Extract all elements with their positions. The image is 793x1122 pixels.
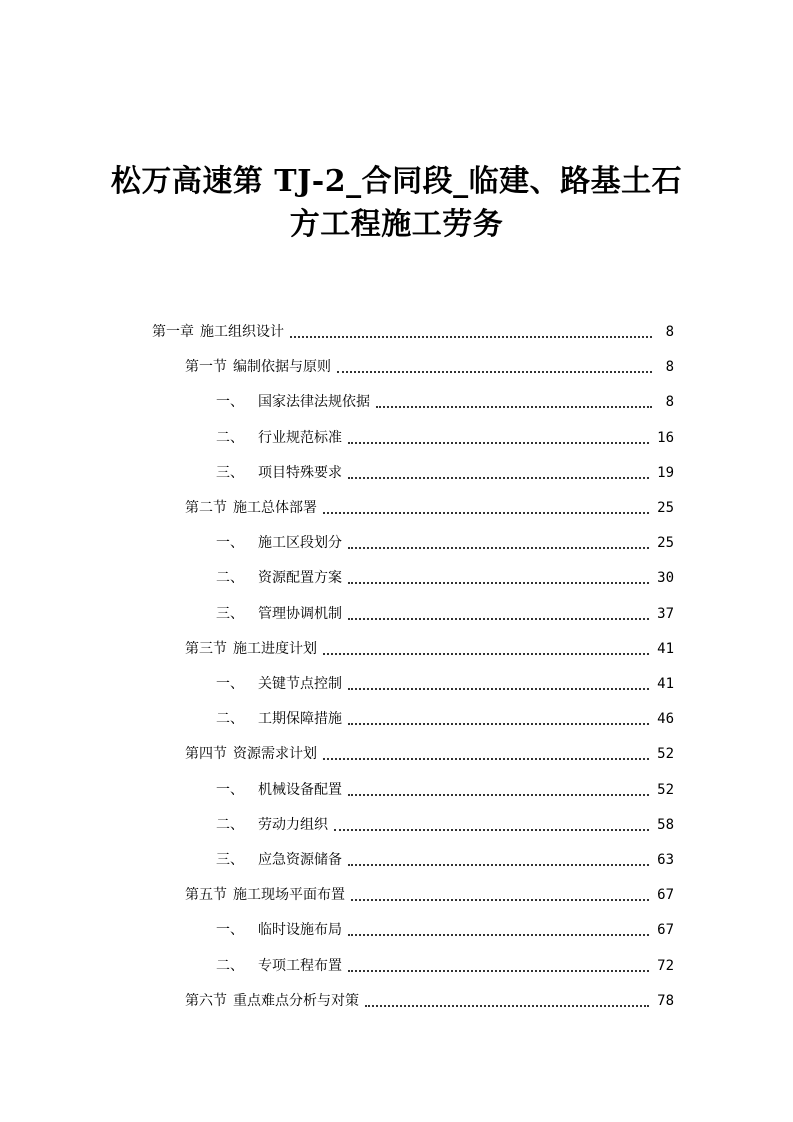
toc-entry[interactable] [185,734,674,764]
toc-entry-title: 施工总体部署 [233,500,317,516]
toc-entry-title: 施工进度计划 [233,640,317,657]
toc-entry-page-number: 52 [657,781,674,798]
toc-entry-number: 三、 [216,852,244,868]
toc-entry-number: 第一节 [185,359,227,376]
toc-dot-leader [290,336,652,338]
toc-entry-number: 第一章 [152,324,194,340]
toc-entry-page-number: 25 [657,500,674,516]
toc-entry-title: 施工区段划分 [258,535,342,552]
toc-entry-number: 第四节 [185,746,227,763]
toc-entry-title: 机械设备配置 [258,781,342,798]
toc-entry-title: 专项工程布置 [258,957,342,974]
toc-entry-number: 第五节 [185,887,227,904]
toc-entry[interactable] [185,629,674,659]
toc-entry-number: 二、 [216,957,244,974]
title-line-2: 方工程施工劳务 [289,207,504,242]
toc-entry-number: 第二节 [185,500,227,516]
toc-entry-title: 重点难点分析与对策 [233,992,359,1009]
toc-entry-title: 资源配置方案 [258,570,342,587]
toc-dot-leader [348,582,649,584]
toc-entry[interactable] [185,488,674,518]
toc-dot-leader [351,899,649,901]
toc-entry-title: 资源需求计划 [233,746,317,763]
toc-entry[interactable] [216,770,674,800]
toc-entry[interactable] [216,523,674,553]
toc-entry[interactable] [216,418,674,448]
toc-dot-leader [323,758,649,760]
toc-entry[interactable] [216,558,674,588]
toc-entry-title: 施工组织设计 [200,324,284,340]
toc-dot-leader [348,864,649,866]
toc-entry[interactable] [216,946,674,976]
toc-entry-title: 行业规范标准 [258,429,342,446]
toc-entry-number: 二、 [216,711,244,728]
toc-entry[interactable] [216,910,674,940]
toc-entry-page-number: 67 [657,922,674,939]
toc-entry-page-number: 46 [657,711,674,728]
toc-dot-leader [348,442,649,444]
toc-entry-page-number: 30 [657,570,674,587]
toc-entry-number: 三、 [216,464,244,481]
toc-entry-page-number: 58 [657,816,674,833]
toc-entry-page-number: 41 [657,676,674,692]
toc-dot-leader [348,794,649,796]
toc-entry[interactable] [216,840,674,870]
toc-entry-number: 二、 [216,429,244,446]
toc-entry-number: 第六节 [185,992,227,1009]
toc-entry-page-number: 52 [657,746,674,763]
toc-entry-title: 国家法律法规依据 [258,394,370,411]
toc-entry-page-number: 67 [657,887,674,904]
toc-entry[interactable] [216,699,674,729]
toc-entry-number: 一、 [216,676,244,692]
toc-entry-number: 第三节 [185,640,227,657]
toc-entry-page-number: 19 [657,464,674,481]
toc-entry-page-number: 63 [657,852,674,868]
toc-entry-number: 一、 [216,922,244,939]
toc-dot-leader [348,934,649,936]
toc-entry-page-number: 8 [665,394,674,411]
toc-entry-page-number: 41 [657,640,674,657]
toc-entry-page-number: 8 [665,359,674,376]
toc-entry-title: 施工现场平面布置 [233,887,345,904]
toc-entry-title: 应急资源储备 [258,852,342,868]
toc-dot-leader [348,970,649,972]
toc-entry[interactable] [185,875,674,905]
document-title [0,160,793,246]
toc-entry-title: 项目特殊要求 [258,464,342,481]
toc-entry-title: 关键节点控制 [258,676,342,692]
toc-entry[interactable] [216,805,674,835]
toc-dot-leader [348,723,649,725]
toc-dot-leader [334,829,649,831]
toc-entry[interactable] [216,664,674,694]
title-line-1: 松万高速第 TJ-2_合同段_临建、路基土石 [110,164,683,199]
toc-entry-page-number: 72 [657,957,674,974]
toc-entry-number: 一、 [216,394,244,411]
toc-entry-title: 编制依据与原则 [233,359,331,376]
toc-dot-leader [348,547,649,549]
toc-entry[interactable] [185,347,674,377]
toc-entry-number: 二、 [216,570,244,587]
toc-entry-number: 一、 [216,781,244,798]
toc-entry[interactable] [152,312,674,342]
toc-dot-leader [348,477,649,479]
toc-dot-leader [323,653,649,655]
toc-entry[interactable] [216,382,674,412]
toc-entry-number: 一、 [216,535,244,552]
toc-dot-leader [348,618,649,620]
toc-entry-number: 二、 [216,816,244,833]
toc-dot-leader [337,371,652,373]
toc-dot-leader [348,688,649,690]
toc-entry[interactable] [216,453,674,483]
toc-entry-page-number: 37 [657,605,674,622]
toc-entry-title: 劳动力组织 [258,816,328,833]
toc-entry-number: 三、 [216,605,244,622]
toc-entry-title: 工期保障措施 [258,711,342,728]
toc-entry[interactable] [185,981,674,1011]
toc-entry-page-number: 25 [657,535,674,552]
toc-entry[interactable] [216,594,674,624]
toc-entry-page-number: 16 [657,429,674,446]
toc-dot-leader [323,512,649,514]
toc-dot-leader [365,1005,649,1007]
toc-entry-page-number: 8 [665,324,674,340]
toc-entry-title: 临时设施布局 [258,922,342,939]
toc-entry-title: 管理协调机制 [258,605,342,622]
toc-entry-page-number: 78 [657,992,674,1009]
toc-dot-leader [376,406,652,408]
